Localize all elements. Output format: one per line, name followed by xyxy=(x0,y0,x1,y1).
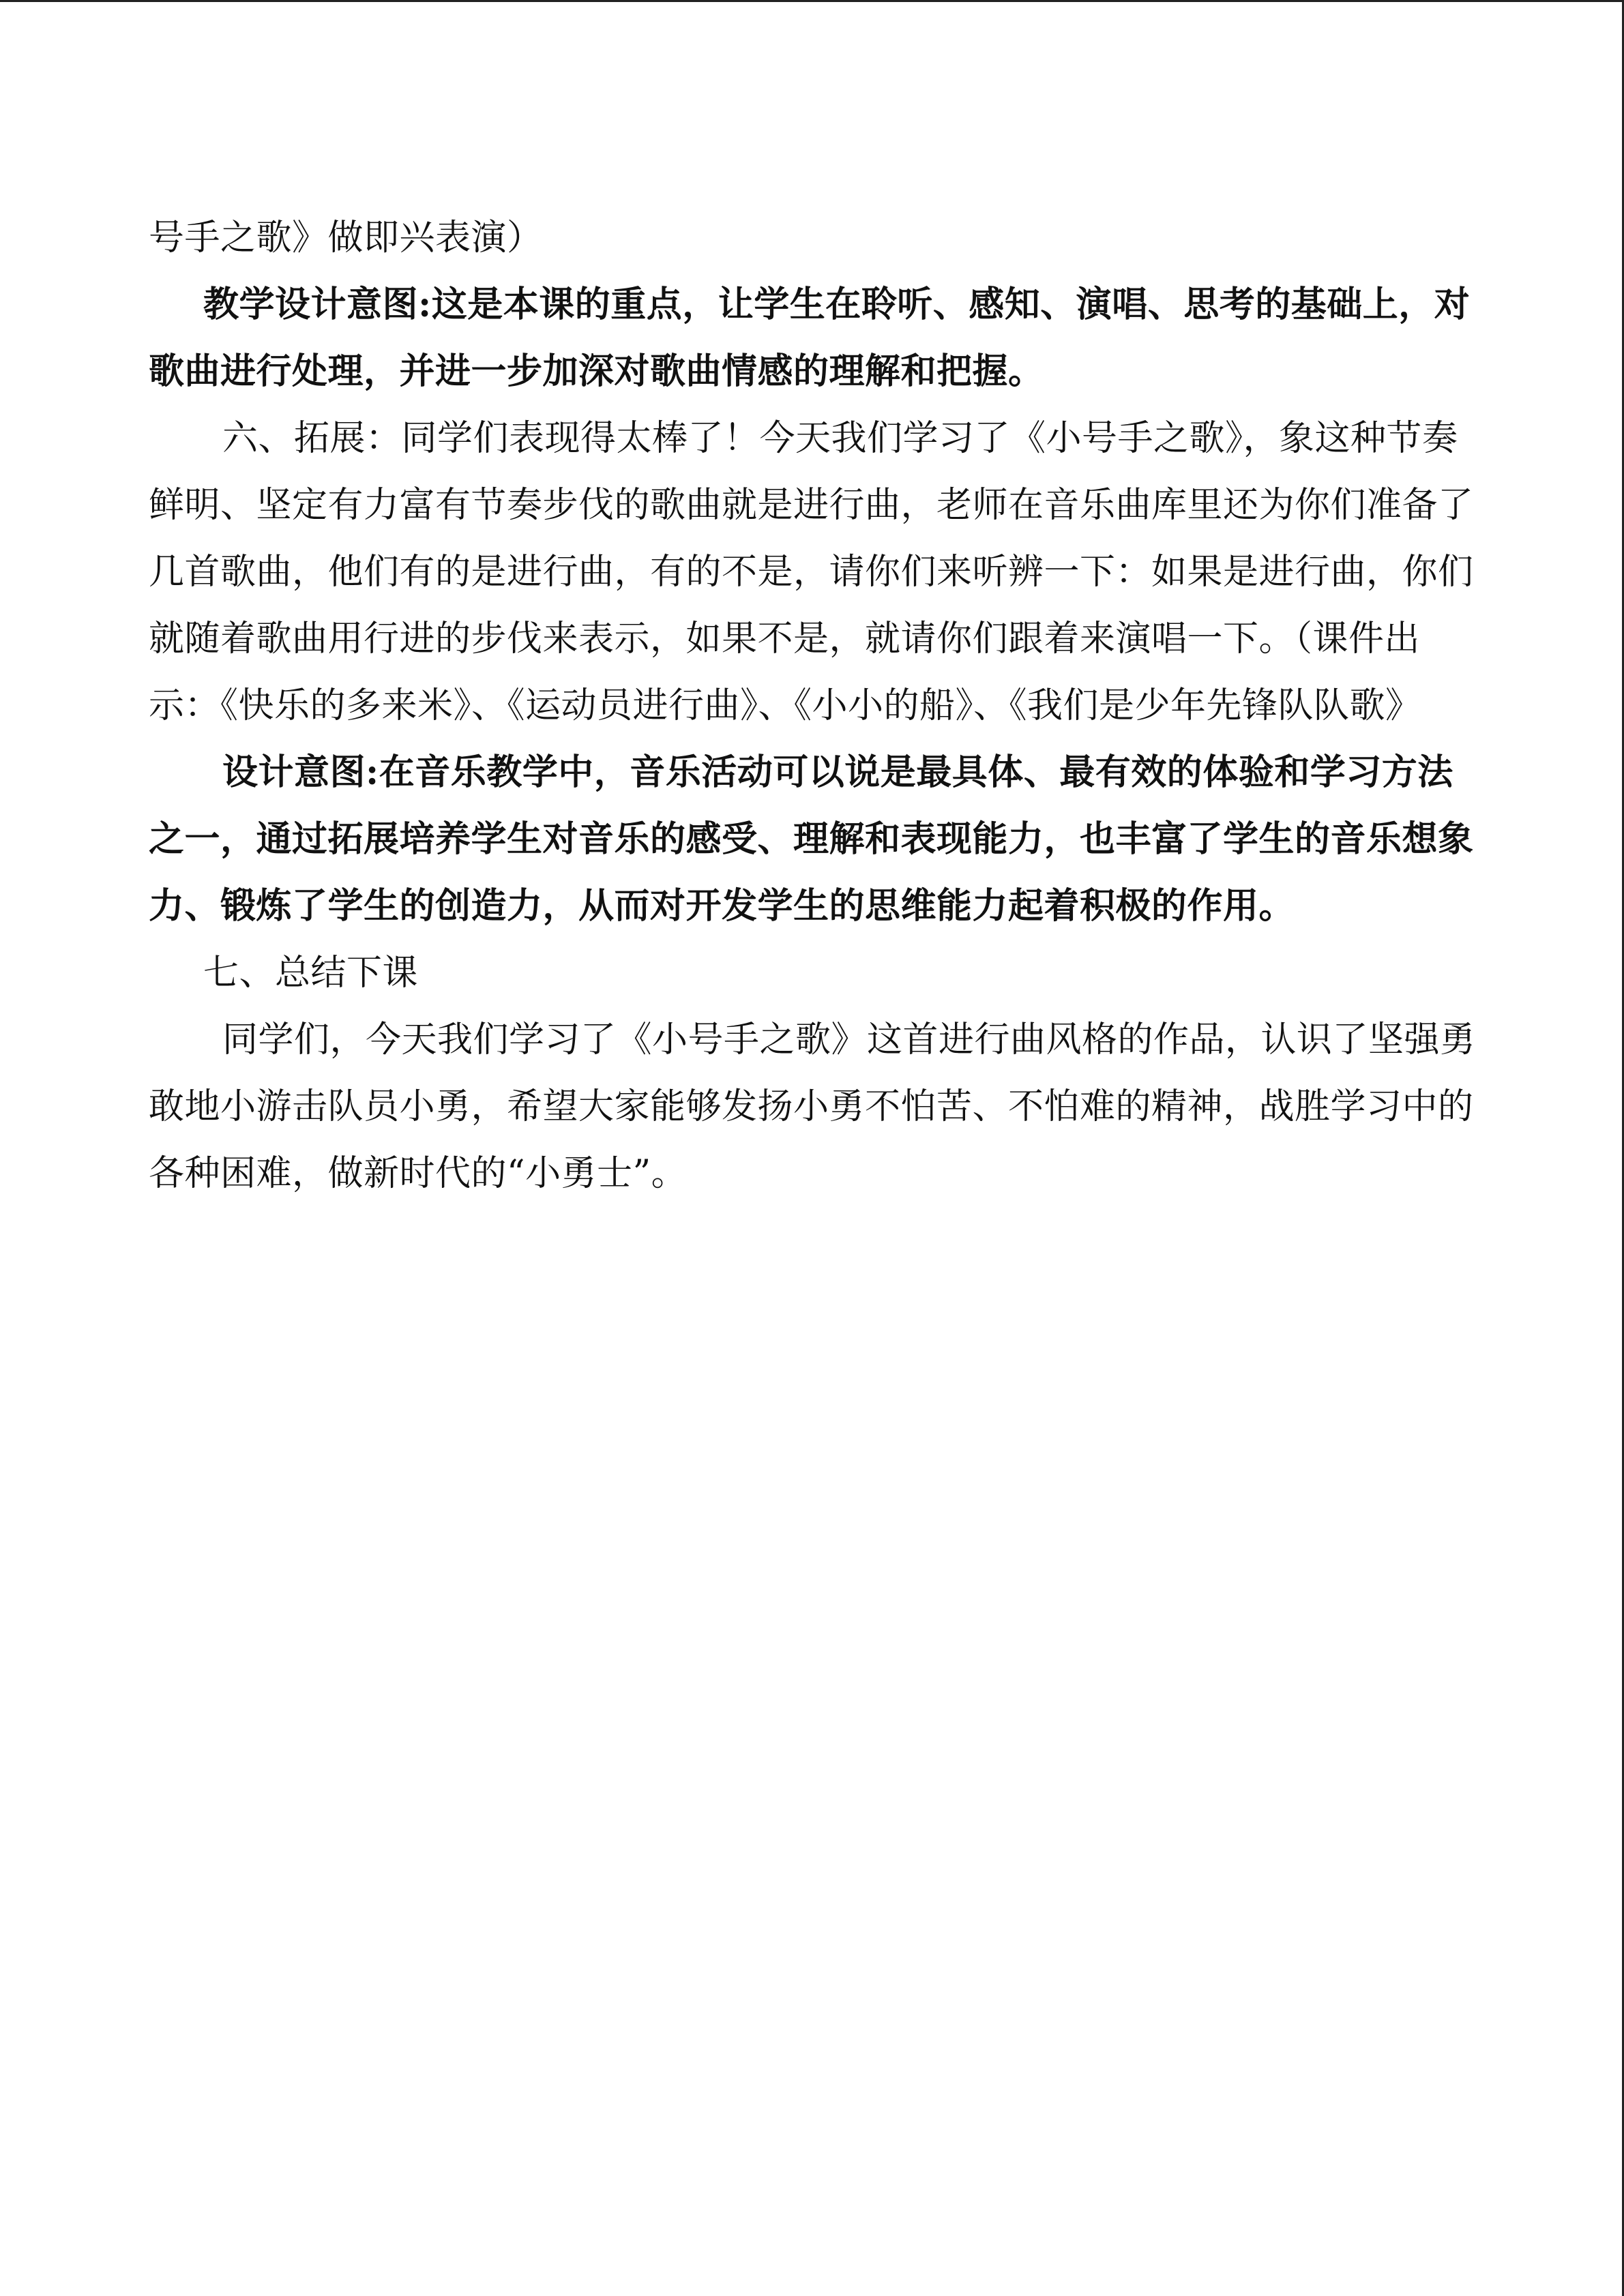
page-top-border xyxy=(0,0,1624,2)
paragraph-section-six-extension: 六、拓展：同学们表现得太棒了！今天我们学习了《小号手之歌》，象这种节奏鲜明、坚定有力富有节奏步伐的歌曲就是进行曲，老师在音乐曲库里还为你们准备了几首歌曲，他们有的是进行曲，有的不是，请你们来听辨一下：如果是进行曲，你们就随着歌曲用行进的步伐来表示，如果不是，就请你们跟着来演唱一下。（课件出示：《快乐的多来米》、《运动员进行曲》、《小小的船》、《我们是少年先锋队队歌》 xyxy=(149,418,1474,726)
paragraph-design-intent: 教学设计意图:这是本课的重点，让学生在聆听、感知、演唱、思考的基础上，对歌曲进行处理，并进一步加深对歌曲情感的理解和把握。 xyxy=(149,284,1471,392)
heading-section-seven-summary: 七、总结下课 xyxy=(203,953,419,994)
paragraph-design-intent-extension: 设计意图:在音乐教学中，音乐活动可以说是最具体、最有效的体验和学习方法之一，通过拓展培养学生对音乐的感受、理解和表现能力，也丰富了学生的音乐想象力、锻炼了学生的创造力，从而对开发学生的思维能力起着积极的作用。 xyxy=(149,751,1474,927)
document-body xyxy=(149,205,1486,1207)
paragraph-continuation: 号手之歌》做即兴表演） xyxy=(149,218,543,258)
paragraph-summary: 同学们，今天我们学习了《小号手之歌》这首进行曲风格的作品，认识了坚强勇敢地小游击队员小勇，希望大家能够发扬小勇不怕苦、不怕难的精神，战胜学习中的各种困难，做新时代的“小勇士”。 xyxy=(149,1019,1476,1194)
